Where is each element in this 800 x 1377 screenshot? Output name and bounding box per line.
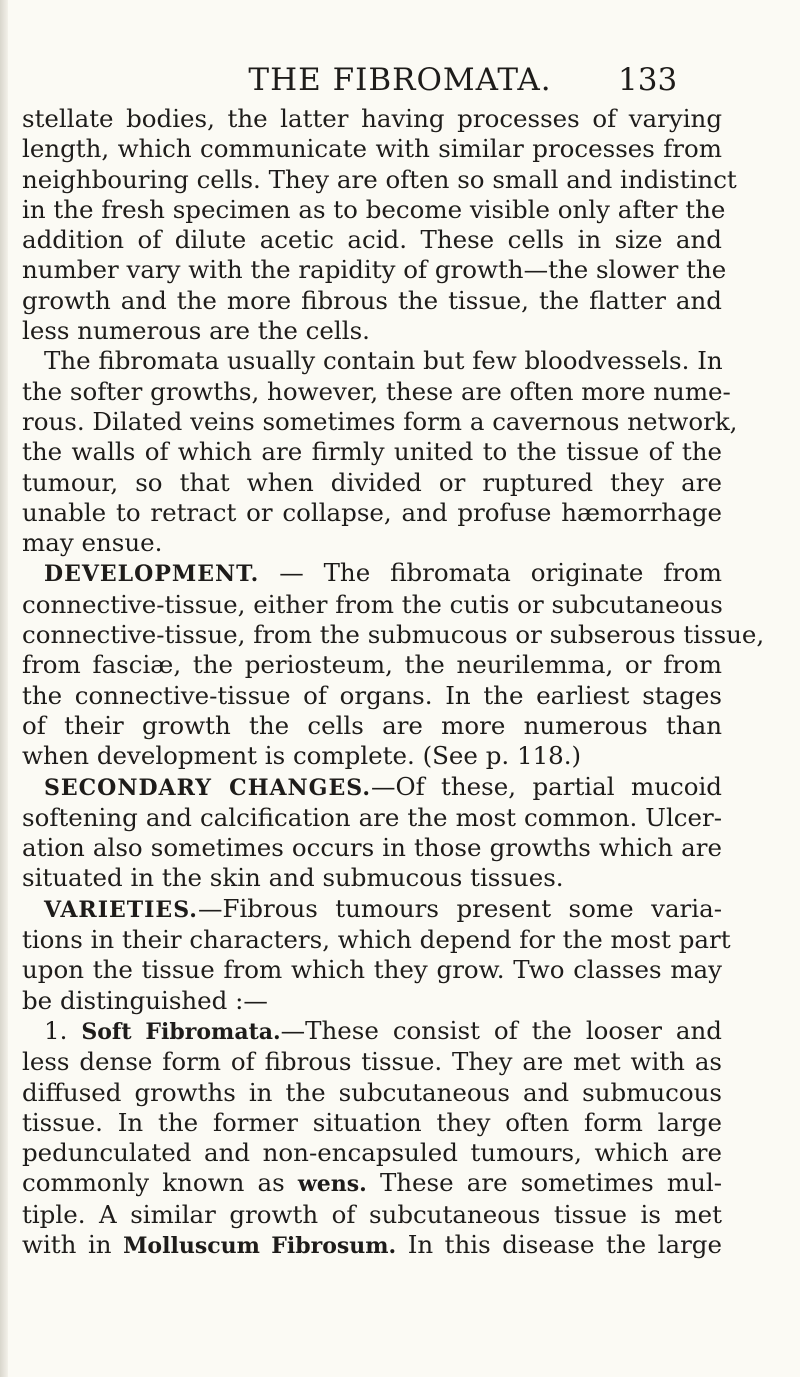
text-line: connective-tissue, either from the cutis or subcutaneous <box>22 589 723 619</box>
text-line: the softer growths, however, these are often more nume- <box>22 376 731 406</box>
subheading-soft-fibromata: Soft Fibromata. <box>81 1018 281 1045</box>
text-line: in the fresh specimen as to become visible only after the <box>22 194 726 224</box>
running-title: THE FIBROMATA. <box>248 62 552 98</box>
text-run: —These consist of the looser and <box>280 1015 722 1045</box>
text-line: stellate bodies, the latter having processes of varying <box>22 104 722 133</box>
text-line: growth and the more fibrous the tissue, the flatter and <box>22 285 722 315</box>
text-line: neighbouring cells. They are often so small and indistinct <box>22 164 737 194</box>
text-line: tions in their characters, which depend for the most part <box>22 925 731 955</box>
text-line: tumour, so that when divided or ruptured they are <box>22 467 722 497</box>
text-line <box>22 1016 722 1047</box>
text-line: diffused growths in the subcutaneous and submucous <box>22 1077 722 1107</box>
text-line: the connective-tissue of organs. In the earliest stages <box>22 680 722 710</box>
text-line <box>22 772 722 803</box>
text-line <box>22 894 722 925</box>
section-heading-secondary-changes: SECONDARY CHANGES. <box>44 774 371 801</box>
section-heading-development: DEVELOPMENT. <box>44 561 260 588</box>
text-line <box>22 1168 722 1199</box>
text-run: These are sometimes mul- <box>366 1168 722 1198</box>
text-line: of their growth the cells are more numerous than <box>22 710 722 740</box>
text-line: when development is complete. (See p. 118.) <box>22 741 582 771</box>
text-line: tiple. A similar growth of subcutaneous tissue is met <box>22 1199 722 1229</box>
term-wens: wens. <box>297 1171 367 1198</box>
text-line: unable to retract or collapse, and profuse hæmorrhage <box>22 497 722 527</box>
text-line <box>22 558 722 589</box>
text-run: —Of these, partial mucoid <box>370 771 722 801</box>
text-line: be distinguished :— <box>22 985 268 1015</box>
text-line: tissue. In the former situation they often form large <box>22 1107 722 1137</box>
section-heading-varieties: VARIETIES. <box>44 896 198 923</box>
text-line: softening and calcification are the most common. Ulcer- <box>22 802 722 832</box>
text-run: with in <box>22 1229 124 1259</box>
list-number: 1. <box>44 1015 82 1045</box>
page-number: 133 <box>618 62 678 98</box>
text-line: length, which communicate with similar processes from <box>22 134 722 164</box>
page-header <box>0 62 800 102</box>
text-line: upon the tissue from which they grow. Two classes may <box>22 955 722 985</box>
text-line: ation also sometimes occurs in those growths which are <box>22 833 722 863</box>
text-run: —Fibrous tumours present some varia- <box>197 893 722 923</box>
body-text <box>22 104 765 1261</box>
text-line: addition of dilute acetic acid. These cells in size and <box>22 225 722 255</box>
text-run: In this disease the large <box>396 1229 722 1259</box>
text-run: — The fibromata originate from <box>259 558 722 588</box>
text-line <box>22 1230 722 1261</box>
text-run: commonly known as <box>22 1168 298 1198</box>
text-line: number vary with the rapidity of growth—the slower the <box>22 255 727 285</box>
page-gutter-shadow <box>0 0 8 1377</box>
text-line: rous. Dilated veins sometimes form a cavernous network, <box>22 406 738 436</box>
text-line: pedunculated and non-encapsuled tumours, which are <box>22 1138 722 1168</box>
text-line: less numerous are the cells. <box>22 316 370 346</box>
text-line: situated in the skin and submucous tissues. <box>22 863 564 893</box>
text-line: from fasciæ, the periosteum, the neurilemma, or from <box>22 650 722 680</box>
term-molluscum-fibrosum: Molluscum Fibrosum. <box>123 1232 397 1259</box>
text-line: connective-tissue, from the submucous or subserous tissue, <box>22 620 765 650</box>
text-line: less dense form of fibrous tissue. They are met with as <box>22 1047 722 1077</box>
text-line: The fibromata usually contain but few bloodvessels. In <box>44 346 723 376</box>
text-line: may ensue. <box>22 528 163 558</box>
text-line: the walls of which are firmly united to the tissue of the <box>22 437 722 467</box>
